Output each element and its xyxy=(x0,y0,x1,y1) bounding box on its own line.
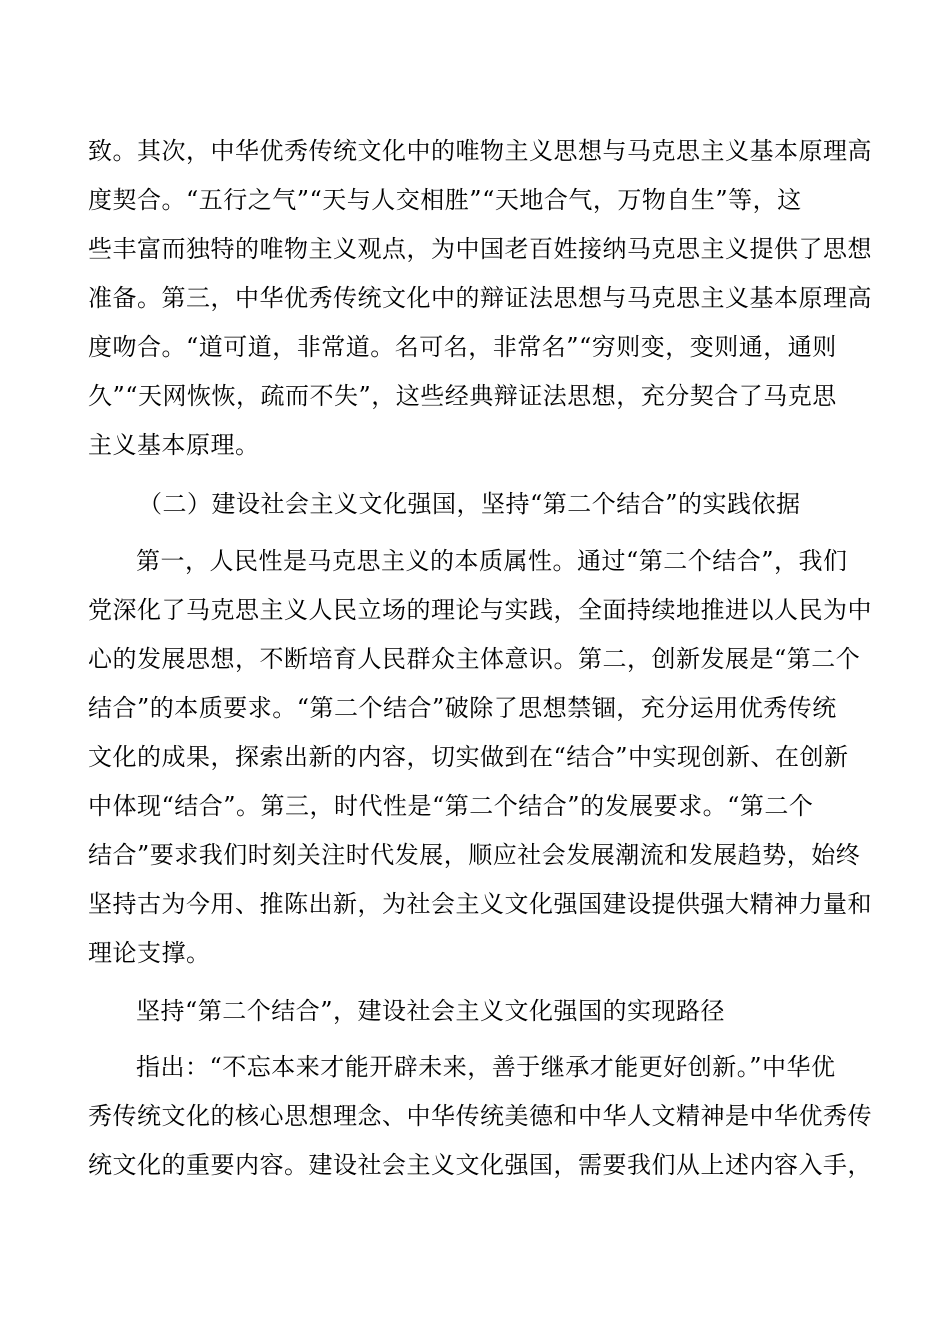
body-text-line: 主义基本原理。 xyxy=(88,431,260,459)
body-text-line: 文化的成果，探索出新的内容，切实做到在“结合”中实现创新、在创新 xyxy=(88,743,849,771)
body-text-line: 坚持古为今用、推陈出新，为社会主义文化强国建设提供强大精神力量和 xyxy=(88,890,872,918)
body-text-line: 统文化的重要内容。建设社会主义文化强国，需要我们从上述内容入手， xyxy=(88,1151,872,1179)
body-text-line: 党深化了马克思主义人民立场的理论与实践，全面持续地推进以人民为中 xyxy=(88,596,872,624)
body-text-line: 结合”的本质要求。“第二个结合”破除了思想禁锢，充分运用优秀传统 xyxy=(88,694,837,722)
body-text-line: 秀传统文化的核心思想理念、中华传统美德和中华人文精神是中华优秀传 xyxy=(88,1102,872,1130)
body-text-line: 些丰富而独特的唯物主义观点，为中国老百姓接纳马克思主义提供了思想 xyxy=(88,235,872,263)
body-text-line: 理论支撑。 xyxy=(88,939,211,967)
body-text-line: 心的发展思想，不断培育人民群众主体意识。第二，创新发展是“第二个 xyxy=(88,645,861,673)
body-text-line: 准备。第三，中华优秀传统文化中的辩证法思想与马克思主义基本原理高 xyxy=(88,284,872,312)
body-text-line: 中体现“结合”。第三，时代性是“第二个结合”的发展要求。“第二个 xyxy=(88,792,814,820)
body-text-line: 结合”要求我们时刻关注时代发展，顺应社会发展潮流和发展趋势，始终 xyxy=(88,841,861,869)
section-heading: （二）建设社会主义文化强国，坚持“第二个结合”的实践依据 xyxy=(138,490,801,518)
section-heading: 坚持“第二个结合”，建设社会主义文化强国的实现路径 xyxy=(136,997,726,1025)
body-text-line: 久”“天网恢恢，疏而不失”，这些经典辩证法思想，充分契合了马克思 xyxy=(88,382,837,410)
body-text-line: 第一，人民性是马克思主义的本质属性。通过“第二个结合”，我们 xyxy=(136,547,848,575)
body-text-line: 度契合。“五行之气”“天与人交相胜”“天地合气，万物自生”等，这 xyxy=(88,186,802,214)
body-text-line: 度吻合。“道可道，非常道。名可名，非常名”“穷则变，变则通，通则 xyxy=(88,333,837,361)
body-text-line: 指出：“不忘本来才能开辟未来，善于继承才能更好创新。”中华优 xyxy=(136,1053,836,1081)
body-text-line: 致。其次，中华优秀传统文化中的唯物主义思想与马克思主义基本原理高 xyxy=(88,137,872,165)
